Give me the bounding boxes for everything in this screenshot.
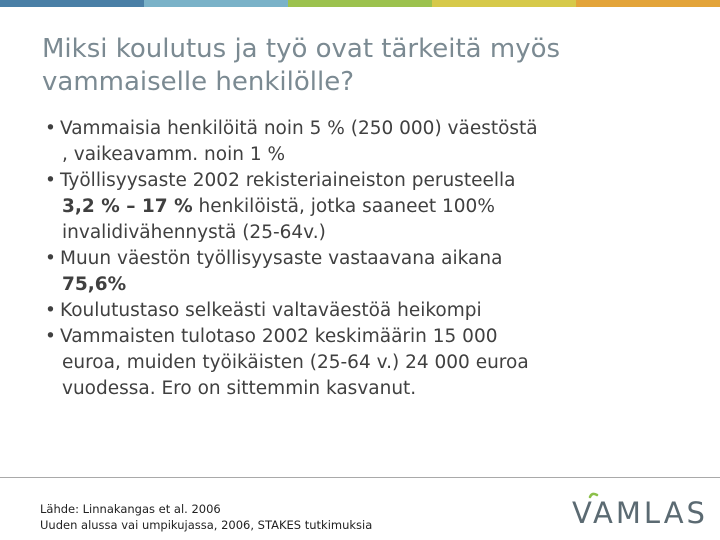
bullet-text: Muun väestön työllisyysaste vastaavana aikana [60, 248, 503, 269]
source-line: Uuden alussa vai umpikujassa, 2006, STAKES tutkimuksia [40, 518, 373, 532]
bullet-item [44, 116, 694, 168]
bullet-dot-icon: • [45, 118, 56, 139]
bullet-item [44, 246, 694, 298]
bullet-text: , vaikeavamm. noin 1 % [62, 144, 286, 165]
employment-rate-value: 75,6% [62, 274, 127, 295]
vamlas-logo [572, 493, 708, 530]
employment-rate-range: 3,2 % – 17 % [62, 196, 193, 217]
top-bar-segment [288, 0, 432, 7]
bullet-text-line [60, 194, 694, 220]
bullet-text: vuodessa. Ero on sittemmin kasvanut. [62, 378, 417, 399]
bullet-list [44, 116, 694, 402]
top-bar-segment [432, 0, 576, 7]
source-line: Lähde: Linnakangas et al. 2006 [40, 502, 221, 516]
top-bar-segment [144, 0, 288, 7]
bullet-dot-icon: • [45, 248, 56, 269]
bullet-dot-icon: • [45, 300, 56, 321]
bullet-dot-icon: • [45, 170, 56, 191]
bullet-dot-icon: • [45, 326, 56, 347]
bullet-text: Vammaisten tulotaso 2002 keskimäärin 15 000 [60, 326, 498, 347]
slide-title-line: vammaiselle henkilölle? [42, 67, 354, 97]
bullet-text: euroa, muiden työikäisten (25-64 v.) 24 000 euroa [62, 352, 529, 373]
bullet-text: Koulutustaso selkeästi valtaväestöä heikompi [60, 300, 482, 321]
top-color-bar [0, 0, 720, 7]
bullet-text: Työllisyysaste 2002 rekisteriaineiston perusteella [60, 170, 516, 191]
footer-divider [0, 477, 720, 478]
bullet-item [44, 168, 694, 246]
bullet-text: Vammaisia henkilöitä noin 5 % (250 000) väestöstä [60, 118, 538, 139]
bullet-text: invalidivähennystä (25-64v.) [62, 222, 326, 243]
slide-title [42, 33, 682, 99]
bullet-item [44, 298, 694, 324]
top-bar-segment [0, 0, 144, 7]
slide-title-line: Miksi koulutus ja työ ovat tärkeitä myös [42, 34, 561, 64]
top-bar-segment [576, 0, 720, 7]
bullet-item [44, 324, 694, 402]
bullet-text: henkilöistä, jotka saaneet 100% [192, 196, 495, 217]
logo-wordmark: VAMLAS [572, 496, 708, 530]
source-citation [40, 501, 372, 533]
